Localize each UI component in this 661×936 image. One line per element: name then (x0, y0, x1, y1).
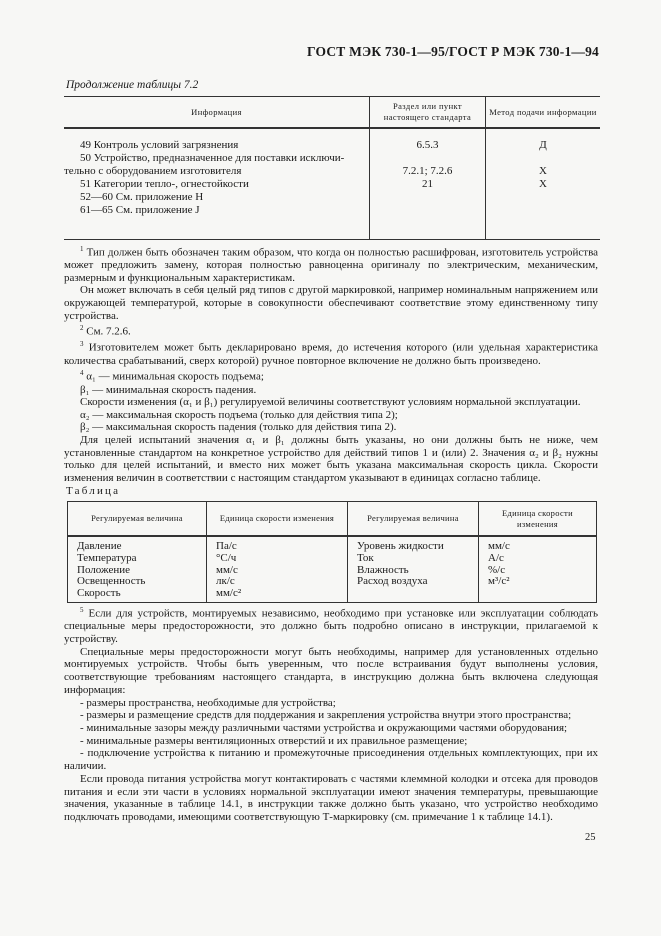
units-col-2: мм/с А/с %/с м³/с² (479, 536, 597, 602)
row-method: X (539, 178, 547, 190)
page-number: 25 (585, 832, 596, 843)
table-row (64, 191, 600, 204)
col-header-method: Метод подачи информации (486, 97, 601, 129)
units-col-1: Па/с °С/ч мм/с лк/с мм/с² (207, 536, 348, 602)
row-method: Д (539, 139, 547, 151)
footnote-5: $^5$ Если для устройств, монтируемых независимо, необходимо при установке или эксплуатации соблюдать специальные меры предосторожности, это должно быть подробно описано в инструкции, прилагаемой к устройству. (64, 606, 599, 646)
col-header-unit-2: Единица скорости изменения (479, 502, 597, 537)
footnotes (64, 243, 598, 484)
footnote-4-beta1: β₁ — минимальная скорость падения. (80, 383, 257, 396)
row-info: 49 Контроль условий загрязнения (80, 139, 239, 151)
row-info: 50 Устройство, предназначенное для поставки исключи- (80, 152, 345, 164)
footnote-5-wiring: Если провода питания устройства могут контактировать с частями клеммной колодки и отсека для проводов питания и если эти части в условиях нормальной эксплуатации имеют значения температуры, превышающие значения, указанные в таблице 14.1, в инструкции также должно быть указано, что устройство необходимо подключать проводами, имеющими соответствующую Т-маркировку (см. примечание 1 к таблице 14.1). (64, 772, 598, 823)
list-item: - размеры и размещение средств для поддержания и закрепления устройства внутри этого пространства; (80, 709, 572, 722)
footnote-4-rates: Скорости изменения (α₁ и β₁) регулируемой величины соответствуют условиям нормальной эксплуатации. (80, 396, 581, 409)
footnote-1: $^1$ Тип должен быть обозначен таким образом, что когда он полностью расшифрован, изготовитель устройства может предложить замену, которая полностью равноценна оригиналу по электрическим, механическим, размерным и функциональным характеристикам. (64, 245, 598, 284)
footnotes-continued (64, 604, 598, 824)
row-section: 7.2.1; 7.2.6 (402, 165, 453, 177)
footnote-4-beta2: β₂ — максимальная скорость падения (только для действия типа 2). (80, 421, 397, 434)
footnote-4-alpha2: α₂ — максимальная скорость подъема (только для действия типа 2); (80, 408, 398, 421)
table-continuation-caption: Продолжение таблицы 7.2 (66, 79, 199, 91)
table-7-2 (64, 96, 600, 240)
rate-units-table (67, 501, 597, 603)
table-body-row (68, 536, 597, 602)
footnote-3: $^3$ Изготовителем может быть декларировано время, до истечения которого (или удельная характеристика количества срабатываний, сверх которой) ручное повторное включение не должно быть произведено. (64, 340, 599, 367)
table-row (64, 178, 600, 191)
list-item: - минимальные зазоры между различными частями устройства и окружающими частями оборудования; (80, 721, 568, 734)
table-row (64, 204, 600, 217)
quantities-col-1: Давление Температура Положение Освещенность Скорость (68, 536, 207, 602)
row-info: 52—60 См. приложение Н (80, 191, 204, 203)
footnote-4-tests: Для целей испытаний значения α₁ и β₁ должны быть указаны, но они должны быть не ниже, чем установленные стандартом на конкретное устройство для действий типов 1 и (или) 2. Значения α₂ и β₂ нужны только для целей испытаний, и вместо них может быть указана максимальная скорость цикла. Скорости изменения величин в соответствии с настоящим стандартом указывают в единицах согласно таблице. (64, 433, 598, 484)
list-item: - подключение устройства к питанию и промежуточные присоединения отдельных комплектующих, при их наличии. (64, 747, 598, 773)
table-row (64, 139, 600, 152)
list-item: - размеры пространства, необходимые для устройства; (80, 696, 336, 709)
col-header-quantity-1: Регулируемая величина (68, 502, 207, 537)
col-header-quantity-2: Регулируемая величина (348, 502, 479, 537)
col-header-section: Раздел или пункт настоящего стандарта (370, 97, 486, 129)
row-section: 6.5.3 (416, 139, 439, 151)
col-header-info: Информация (64, 97, 370, 129)
footnote-2: $^2$ См. 7.2.6. (80, 324, 131, 338)
footnote-5-precautions: Специальные меры предосторожности могут быть необходимы, например для установленных отдельно монтируемых устройств. Чтобы быть уверенным, что после встраивания будут выполнены условия, соответствующие требованиям настоящего стандарта, в инструкцию должна быть включена следующая информация: (64, 645, 598, 696)
table-row (64, 152, 600, 178)
quantities-col-2: Уровень жидкости Ток Влажность Расход воздуха (348, 536, 479, 602)
row-info: 51 Категории тепло-, огнестойкости (80, 178, 249, 190)
col-header-unit-1: Единица скорости изменения (207, 502, 348, 537)
row-method: X (539, 165, 547, 177)
table-label: Таблица (66, 485, 121, 497)
row-info-cont: тельно с оборудованием изготовителя (64, 165, 242, 177)
row-section: 21 (422, 178, 433, 190)
row-info: 61—65 См. приложение J (80, 204, 200, 216)
footnote-1-cont: Он может включать в себя целый ряд типов с другой маркировкой, например номинальным напряжением или окружающей температурой, которые в совокупности обеспечивают соответствие этому единственному типу устройства. (64, 284, 598, 322)
footnote-4: $^4$ α₁ — минимальная скорость подъема; (80, 369, 264, 383)
list-item: - минимальные размеры вентиляционных отверстий и их правильное размещение; (80, 734, 468, 747)
document-header: ГОСТ МЭК 730-1—95/ГОСТ Р МЭК 730-1—94 (307, 44, 599, 59)
